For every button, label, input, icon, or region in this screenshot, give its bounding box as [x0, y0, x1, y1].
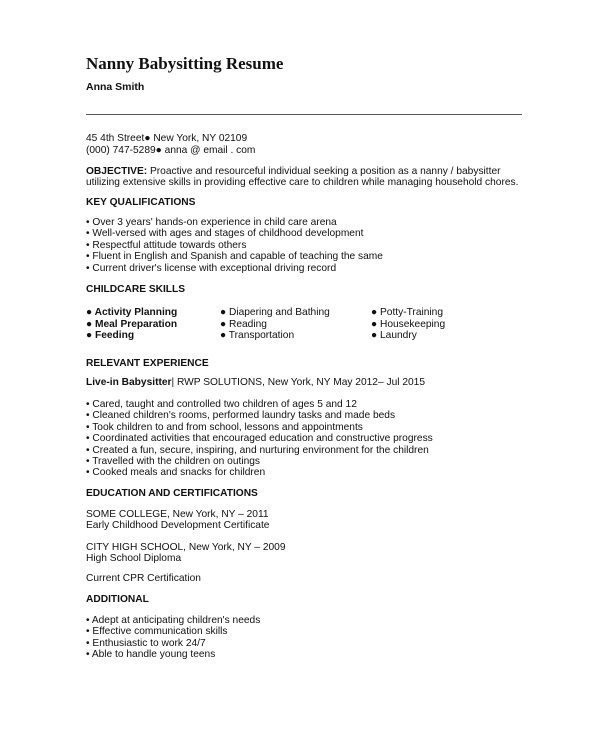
list-item: • Created a fun, secure, inspiring, and nurturing environment for the children — [86, 444, 429, 456]
skill-item: ● Reading — [220, 318, 267, 330]
skills-column-1 — [86, 307, 177, 342]
objective-label: OBJECTIVE: — [86, 166, 148, 177]
objective-line-1 — [86, 166, 501, 178]
objective-line-2: utilizing extensive skills in providing effective care to children while managing household chores. — [86, 177, 519, 188]
experience-duties-list — [86, 399, 433, 479]
list-item: • Effective communication skills — [86, 626, 228, 638]
contact-phone-email: (000) 747-5289● anna @ email . com — [86, 145, 256, 156]
document-title: Nanny Babysitting Resume — [86, 54, 284, 73]
contact-address: 45 4th Street● New York, NY 02109 — [86, 133, 248, 144]
job-employer-dates: | RWP SOLUTIONS, New York, NY May 2012– Jul 2015 — [171, 377, 425, 388]
list-item: • Respectful attitude towards others — [86, 239, 247, 251]
list-item: • Travelled with the children on outings — [86, 456, 261, 468]
skill-item: ● Transportation — [220, 330, 295, 342]
list-item: • Cooked meals and snacks for children — [86, 467, 266, 479]
key-qualifications-list — [86, 217, 383, 274]
skills-column-3 — [371, 307, 445, 342]
skill-item: ● Meal Preparation — [86, 318, 178, 330]
list-item: • Current driver's license with exceptional driving record — [86, 262, 337, 274]
list-item: • Took children to and from school, lessons and appointments — [86, 421, 363, 433]
education-college-cert: Early Childhood Development Certificate — [86, 520, 270, 531]
job-title: Live-in Babysitter — [86, 377, 172, 388]
list-item: • Cared, taught and controlled two children of ages 5 and 12 — [86, 399, 357, 410]
header-divider — [86, 114, 522, 115]
additional-list — [86, 615, 260, 661]
education-cpr: Current CPR Certification — [86, 573, 201, 584]
skill-item: ● Feeding — [86, 330, 135, 342]
objective-text-1: Proactive and resourceful individual seeking a position as a nanny / babysitter — [147, 166, 501, 177]
relevant-experience-heading: RELEVANT EXPERIENCE — [86, 358, 209, 369]
candidate-name: Anna Smith — [86, 81, 145, 93]
childcare-skills-heading: CHILDCARE SKILLS — [86, 284, 186, 295]
list-item: • Cleaned children's rooms, performed laundry tasks and made beds — [86, 410, 396, 422]
list-item: • Fluent in English and Spanish and capable of teaching the same — [86, 251, 383, 263]
skill-item: ● Potty-Training — [371, 307, 444, 318]
education-diploma: High School Diploma — [86, 553, 182, 564]
skill-item: ● Diapering and Bathing — [220, 307, 330, 318]
list-item: • Over 3 years' hands-on experience in child care arena — [86, 217, 337, 228]
education-high-school: CITY HIGH SCHOOL, New York, NY – 2009 — [86, 542, 286, 553]
key-qualifications-heading: KEY QUALIFICATIONS — [86, 197, 196, 208]
list-item: • Enthusiastic to work 24/7 — [86, 637, 206, 649]
education-heading: EDUCATION AND CERTIFICATIONS — [86, 488, 258, 499]
skills-column-2 — [220, 307, 330, 342]
list-item: • Coordinated activities that encouraged education and constructive progress — [86, 433, 433, 445]
education-college: SOME COLLEGE, New York, NY – 2011 — [86, 509, 269, 520]
additional-heading: ADDITIONAL — [86, 594, 149, 605]
list-item: • Well-versed with ages and stages of childhood development — [86, 228, 364, 240]
skill-item: ● Activity Planning — [86, 307, 178, 318]
list-item: • Adept at anticipating children's needs — [86, 615, 261, 626]
job-line — [86, 377, 425, 389]
list-item: • Able to handle young teens — [86, 649, 216, 661]
skill-item: ● Laundry — [371, 330, 417, 342]
skill-item: ● Housekeeping — [371, 318, 446, 330]
